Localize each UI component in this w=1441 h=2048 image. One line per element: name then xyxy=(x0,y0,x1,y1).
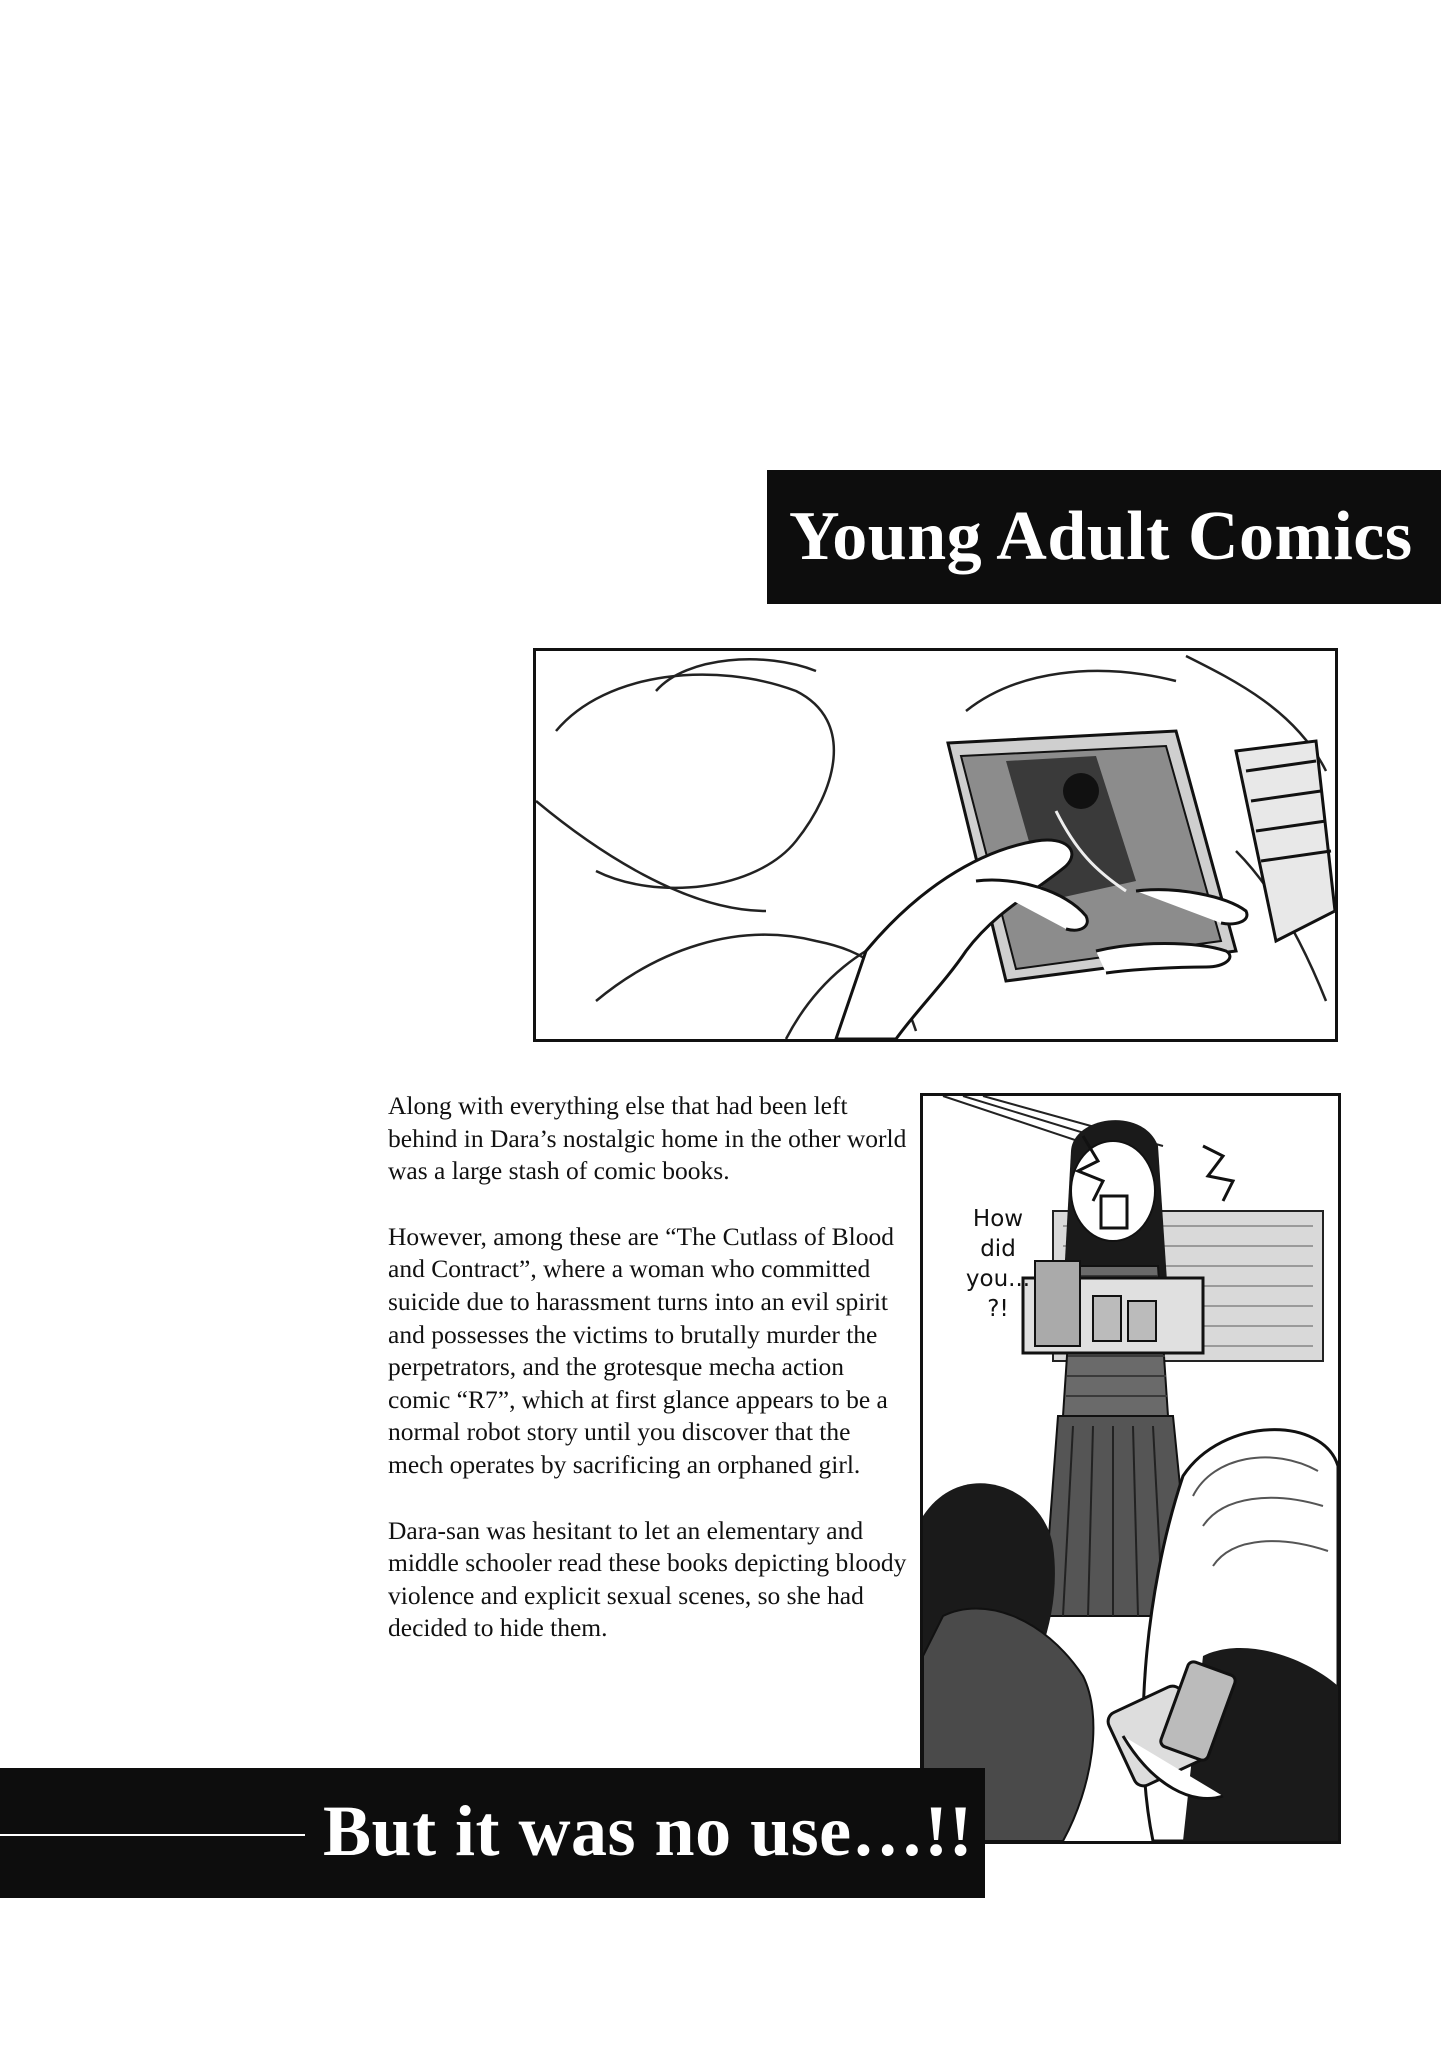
section-title-banner xyxy=(767,470,1441,604)
story-description xyxy=(388,1090,908,1678)
paragraph: However, among these are “The Cutlass of Blood and Contract”, where a woman who committed suicide due to harassment turns into an evil spirit and possesses the victims to brutally murder the perpetrators, and the grotesque mecha action comic “R7”, which at first glance appears to be a normal robot story until you discover that the mech operates by sacrificing an orphaned girl. xyxy=(388,1221,895,1479)
paragraph: Along with everything else that had been left behind in Dara’s nostalgic home in the other world was a large stash of comic books. xyxy=(388,1091,907,1186)
section-title: Young Adult Comics xyxy=(789,498,1413,575)
manga-panel-reading-comic xyxy=(533,648,1338,1042)
paragraph: Dara-san was hesitant to let an elementary and middle schooler read these books depicting bloody violence and explicit sexual scenes, so she had decided to hide them. xyxy=(388,1515,907,1643)
closing-banner xyxy=(0,1768,985,1898)
panel-illustration-hands-holding-comic xyxy=(536,651,1335,1039)
banner-divider-line xyxy=(0,1834,305,1836)
speech-bubble: How did you... ?! xyxy=(965,1206,1031,1322)
closing-tagline: But it was no use…!! xyxy=(323,1791,974,1871)
manga-panel-caught xyxy=(920,1093,1341,1844)
